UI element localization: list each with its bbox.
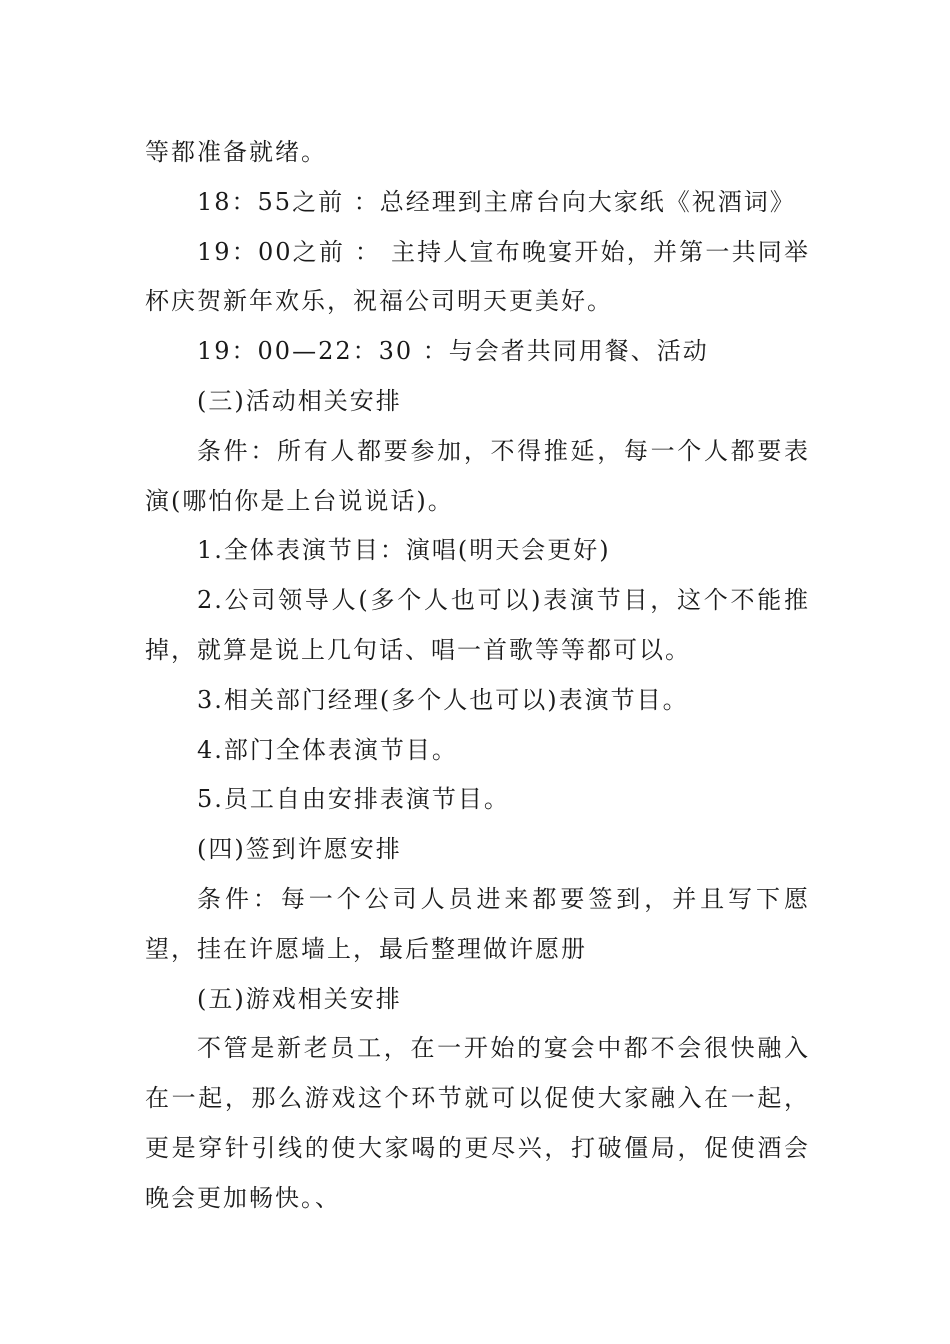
paragraph-ready: 等都准备就绪。 (145, 138, 327, 166)
paragraph-dinner-time: 19：00—22：30 ：与会者共同用餐、活动 (197, 337, 709, 366)
list-item-3: 3.相关部门经理(多个人也可以)表演节目。 (197, 685, 689, 714)
section-heading-activities: (三)活动相关安排 (197, 386, 402, 415)
section-heading-signin: (四)签到许愿安排 (197, 835, 402, 864)
list-item-4: 4.部门全体表演节目。 (197, 735, 458, 764)
list-item-5: 5.员工自由安排表演节目。 (197, 785, 510, 814)
list-item-2: 2.公司领导人(多个人也可以)表演节目，这个不能推掉，就算是说上几句话、唱一首歌等等都可以。 (145, 586, 810, 664)
paragraph-1855-toast: 18：55之前 ：总经理到主席台向大家纸《祝酒词》 (197, 187, 796, 216)
document-body (145, 128, 810, 1224)
paragraph-games-description: 不管是新老员工，在一开始的宴会中都不会很快融入在一起，那么游戏这个环节就可以促使大家融入在一起，更是穿针引线的使大家喝的更尽兴，打破僵局，促使酒会晚会更加畅快。、 (145, 1034, 810, 1212)
list-item-1: 1.全体表演节目：演唱(明天会更好) (197, 536, 611, 565)
paragraph-1900-opening: 19：00之前 ： 主持人宣布晚宴开始，并第一共同举杯庆贺新年欢乐，祝福公司明天更美好。 (145, 237, 810, 316)
paragraph-activity-conditions: 条件：所有人都要参加，不得推延，每一个人都要表演(哪怕你是上台说说话)。 (145, 436, 810, 515)
paragraph-signin-conditions: 条件：每一个公司人员进来都要签到，并且写下愿望，挂在许愿墙上，最后整理做许愿册 (145, 884, 810, 963)
section-heading-games: (五)游戏相关安排 (197, 984, 402, 1013)
